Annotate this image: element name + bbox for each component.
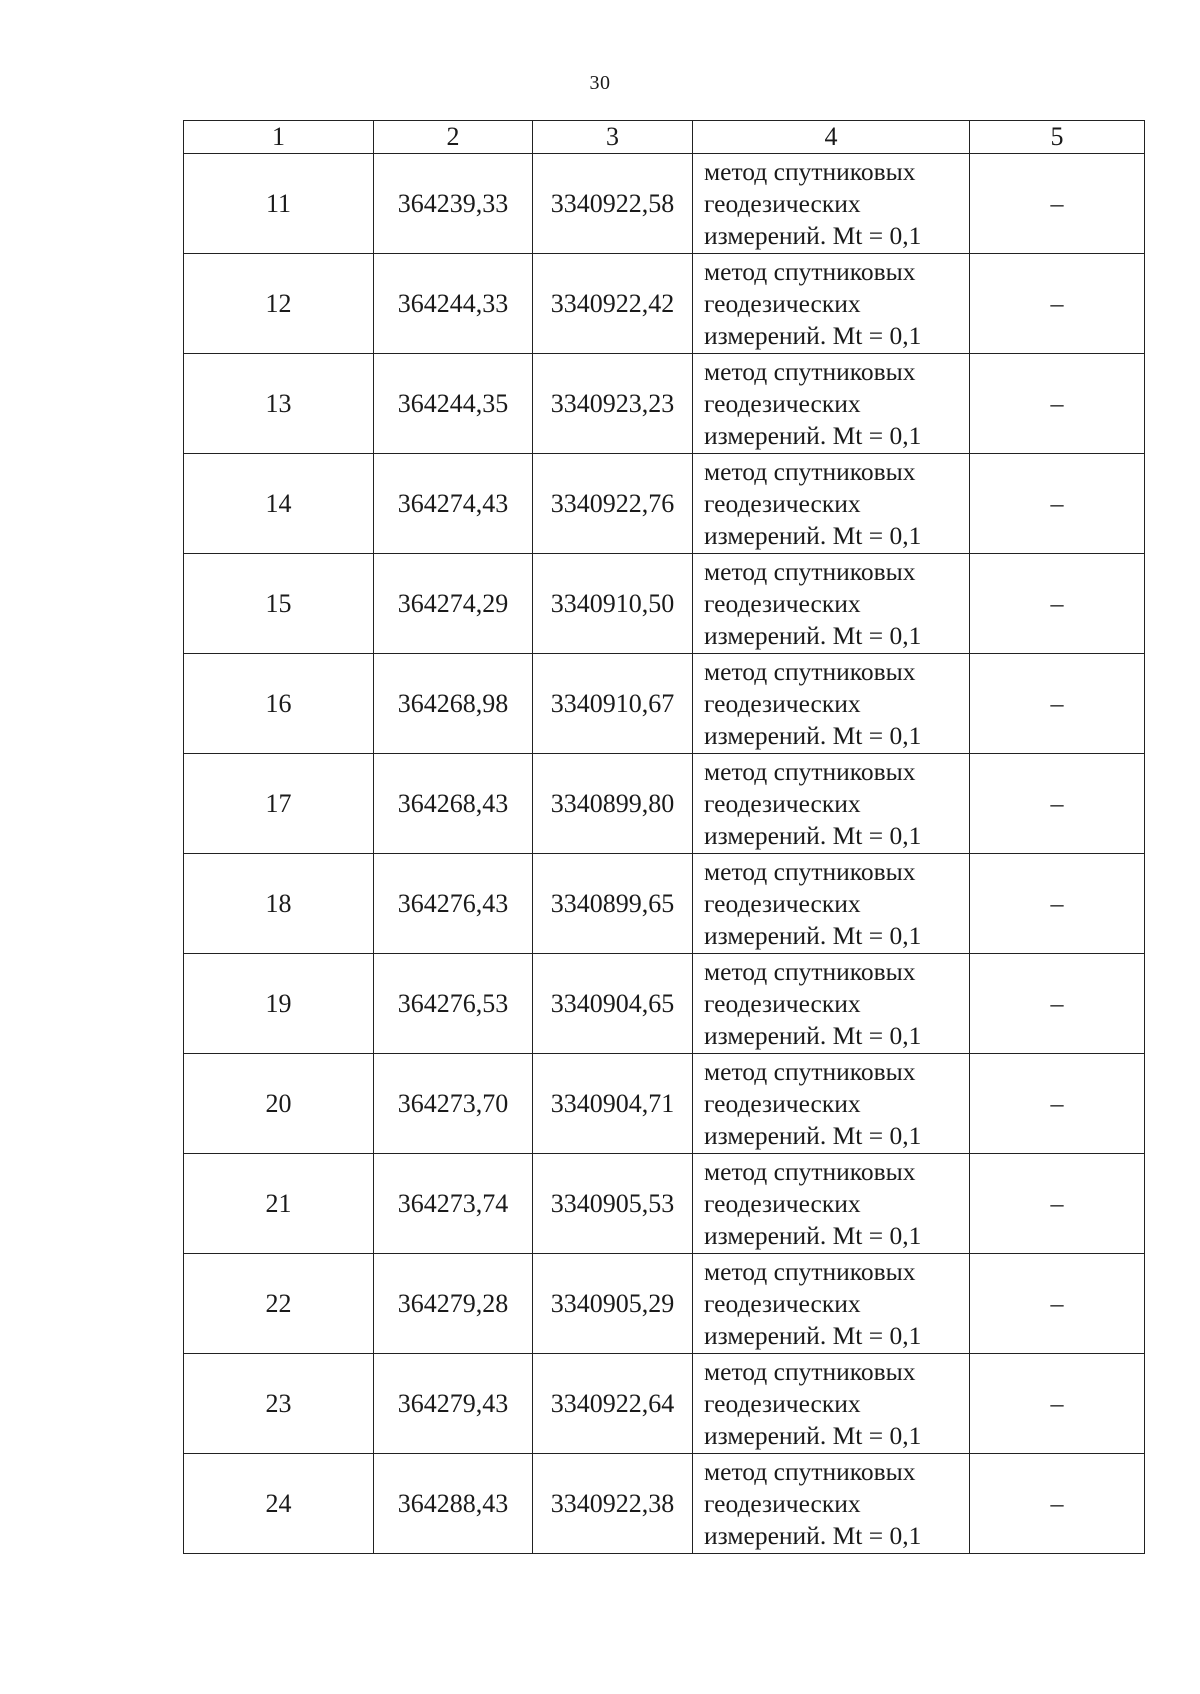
note-cell: – — [970, 154, 1145, 254]
method-cell — [693, 1454, 970, 1554]
point-number-cell: 16 — [184, 654, 374, 754]
note-cell: – — [970, 954, 1145, 1054]
y-coordinate-cell: 3340910,67 — [533, 654, 693, 754]
table-header — [184, 121, 1145, 154]
method-line: геодезических — [704, 1088, 861, 1118]
method-cell — [693, 1154, 970, 1254]
method-line: измерений. Mt = 0,1 — [704, 920, 922, 950]
method-cell — [693, 1354, 970, 1454]
table-row — [184, 354, 1145, 454]
coordinates-table — [183, 120, 1145, 1554]
method-line: геодезических — [704, 1488, 861, 1518]
x-coordinate-cell: 364274,43 — [374, 454, 533, 554]
method-cell — [693, 454, 970, 554]
method-line: геодезических — [704, 588, 861, 618]
method-line: метод спутниковых — [704, 756, 916, 786]
y-coordinate-cell: 3340922,64 — [533, 1354, 693, 1454]
note-cell: – — [970, 1154, 1145, 1254]
y-coordinate-cell: 3340904,65 — [533, 954, 693, 1054]
x-coordinate-cell: 364288,43 — [374, 1454, 533, 1554]
y-coordinate-cell: 3340899,80 — [533, 754, 693, 854]
method-cell — [693, 154, 970, 254]
y-coordinate-cell: 3340905,53 — [533, 1154, 693, 1254]
point-number-cell: 18 — [184, 854, 374, 954]
table-row — [184, 554, 1145, 654]
method-line: измерений. Mt = 0,1 — [704, 520, 922, 550]
method-line: геодезических — [704, 1388, 861, 1418]
method-line: измерений. Mt = 0,1 — [704, 820, 922, 850]
note-cell: – — [970, 1054, 1145, 1154]
method-line: метод спутниковых — [704, 656, 916, 686]
note-cell: – — [970, 754, 1145, 854]
note-cell: – — [970, 1454, 1145, 1554]
x-coordinate-cell: 364268,43 — [374, 754, 533, 854]
method-line: метод спутниковых — [704, 556, 916, 586]
method-cell — [693, 954, 970, 1054]
header-col-1: 1 — [184, 121, 374, 154]
note-cell: – — [970, 554, 1145, 654]
method-cell — [693, 254, 970, 354]
method-line: геодезических — [704, 388, 861, 418]
x-coordinate-cell: 364273,74 — [374, 1154, 533, 1254]
method-line: измерений. Mt = 0,1 — [704, 1120, 922, 1150]
y-coordinate-cell: 3340922,38 — [533, 1454, 693, 1554]
y-coordinate-cell: 3340910,50 — [533, 554, 693, 654]
table-row — [184, 1354, 1145, 1454]
point-number-cell: 19 — [184, 954, 374, 1054]
table-row — [184, 754, 1145, 854]
method-line: измерений. Mt = 0,1 — [704, 620, 922, 650]
table-body — [184, 154, 1145, 1554]
method-line: метод спутниковых — [704, 356, 916, 386]
method-line: измерений. Mt = 0,1 — [704, 1420, 922, 1450]
x-coordinate-cell: 364268,98 — [374, 654, 533, 754]
point-number-cell: 11 — [184, 154, 374, 254]
x-coordinate-cell: 364239,33 — [374, 154, 533, 254]
method-line: метод спутниковых — [704, 456, 916, 486]
method-line: метод спутниковых — [704, 856, 916, 886]
method-cell — [693, 654, 970, 754]
point-number-cell: 12 — [184, 254, 374, 354]
method-line: геодезических — [704, 188, 861, 218]
method-line: геодезических — [704, 1288, 861, 1318]
y-coordinate-cell: 3340922,76 — [533, 454, 693, 554]
method-line: измерений. Mt = 0,1 — [704, 1020, 922, 1050]
table-row — [184, 1154, 1145, 1254]
point-number-cell: 17 — [184, 754, 374, 854]
point-number-cell: 15 — [184, 554, 374, 654]
x-coordinate-cell: 364276,43 — [374, 854, 533, 954]
y-coordinate-cell: 3340899,65 — [533, 854, 693, 954]
point-number-cell: 20 — [184, 1054, 374, 1154]
method-line: метод спутниковых — [704, 1256, 916, 1286]
table-row — [184, 154, 1145, 254]
method-line: измерений. Mt = 0,1 — [704, 1220, 922, 1250]
page-number: 30 — [589, 72, 611, 94]
table-row — [184, 1054, 1145, 1154]
x-coordinate-cell: 364279,28 — [374, 1254, 533, 1354]
method-cell — [693, 1054, 970, 1154]
method-cell — [693, 854, 970, 954]
y-coordinate-cell: 3340922,42 — [533, 254, 693, 354]
method-line: измерений. Mt = 0,1 — [704, 220, 922, 250]
point-number-cell: 22 — [184, 1254, 374, 1354]
header-col-5: 5 — [970, 121, 1145, 154]
note-cell: – — [970, 854, 1145, 954]
x-coordinate-cell: 364279,43 — [374, 1354, 533, 1454]
method-cell — [693, 554, 970, 654]
x-coordinate-cell: 364244,35 — [374, 354, 533, 454]
y-coordinate-cell: 3340904,71 — [533, 1054, 693, 1154]
header-col-4: 4 — [693, 121, 970, 154]
method-line: измерений. Mt = 0,1 — [704, 1320, 922, 1350]
table-row — [184, 854, 1145, 954]
point-number-cell: 13 — [184, 354, 374, 454]
point-number-cell: 24 — [184, 1454, 374, 1554]
y-coordinate-cell: 3340905,29 — [533, 1254, 693, 1354]
method-line: измерений. Mt = 0,1 — [704, 720, 922, 750]
header-row — [184, 121, 1145, 154]
method-cell — [693, 1254, 970, 1354]
table-row — [184, 254, 1145, 354]
point-number-cell: 14 — [184, 454, 374, 554]
table-row — [184, 954, 1145, 1054]
y-coordinate-cell: 3340922,58 — [533, 154, 693, 254]
method-line: измерений. Mt = 0,1 — [704, 320, 922, 350]
point-number-cell: 23 — [184, 1354, 374, 1454]
method-line: метод спутниковых — [704, 1456, 916, 1486]
method-line: геодезических — [704, 488, 861, 518]
x-coordinate-cell: 364244,33 — [374, 254, 533, 354]
method-line: геодезических — [704, 288, 861, 318]
method-line: метод спутниковых — [704, 256, 916, 286]
note-cell: – — [970, 254, 1145, 354]
method-cell — [693, 354, 970, 454]
method-line: метод спутниковых — [704, 1056, 916, 1086]
table-row — [184, 1454, 1145, 1554]
method-line: геодезических — [704, 988, 861, 1018]
method-line: метод спутниковых — [704, 1156, 916, 1186]
table-row — [184, 654, 1145, 754]
header-col-3: 3 — [533, 121, 693, 154]
note-cell: – — [970, 354, 1145, 454]
note-cell: – — [970, 1354, 1145, 1454]
table-row — [184, 1254, 1145, 1354]
method-line: метод спутниковых — [704, 1356, 916, 1386]
method-line: геодезических — [704, 1188, 861, 1218]
y-coordinate-cell: 3340923,23 — [533, 354, 693, 454]
header-col-2: 2 — [374, 121, 533, 154]
method-line: геодезических — [704, 888, 861, 918]
x-coordinate-cell: 364276,53 — [374, 954, 533, 1054]
method-line: измерений. Mt = 0,1 — [704, 420, 922, 450]
x-coordinate-cell: 364274,29 — [374, 554, 533, 654]
method-cell — [693, 754, 970, 854]
method-line: геодезических — [704, 788, 861, 818]
method-line: метод спутниковых — [704, 956, 916, 986]
method-line: измерений. Mt = 0,1 — [704, 1520, 922, 1550]
note-cell: – — [970, 454, 1145, 554]
x-coordinate-cell: 364273,70 — [374, 1054, 533, 1154]
note-cell: – — [970, 654, 1145, 754]
note-cell: – — [970, 1254, 1145, 1354]
point-number-cell: 21 — [184, 1154, 374, 1254]
method-line: метод спутниковых — [704, 156, 916, 186]
method-line: геодезических — [704, 688, 861, 718]
table-row — [184, 454, 1145, 554]
